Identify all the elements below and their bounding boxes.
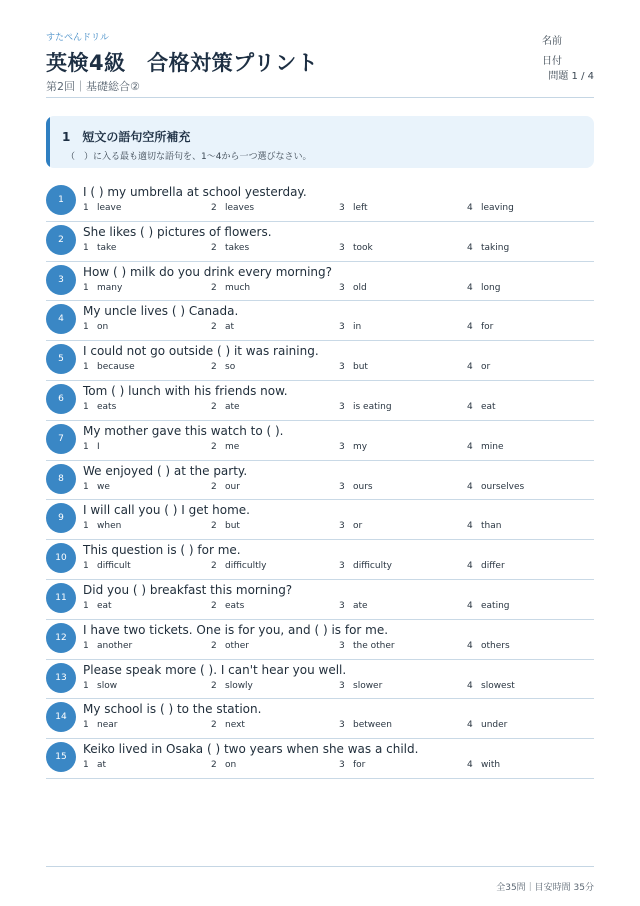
- option-text: but: [353, 362, 368, 373]
- answer-option[interactable]: [339, 720, 392, 730]
- option-text: me: [225, 441, 240, 452]
- option-text: eat: [97, 600, 112, 611]
- section-accent-bar: [46, 116, 50, 168]
- option-text: is eating: [353, 401, 392, 412]
- question-number-badge: 1: [46, 185, 76, 215]
- section-number: 1: [62, 130, 71, 144]
- question-number-badge: 14: [46, 702, 76, 732]
- question-text: How ( ) milk do you drink every morning?: [83, 264, 332, 279]
- option-number: 1: [83, 322, 89, 333]
- question-text: My uncle lives ( ) Canada.: [83, 304, 239, 319]
- answer-option[interactable]: [211, 322, 234, 332]
- answer-option[interactable]: [467, 521, 501, 531]
- option-number: 1: [83, 760, 89, 771]
- question-text: I have two tickets. One is for you, and ( ) is for me.: [83, 622, 389, 637]
- option-text: our: [225, 481, 240, 492]
- option-number: 4: [467, 282, 473, 293]
- option-number: 1: [83, 242, 89, 253]
- option-text: because: [97, 362, 135, 373]
- question-row: [46, 262, 594, 302]
- option-text: another: [97, 640, 133, 651]
- option-text: eat: [481, 401, 496, 412]
- option-number: 4: [467, 441, 473, 452]
- question-number-badge: 8: [46, 464, 76, 494]
- answer-option[interactable]: [467, 362, 490, 372]
- question-number-badge: 5: [46, 344, 76, 374]
- option-number: 4: [467, 680, 473, 691]
- option-number: 2: [211, 401, 217, 412]
- option-text: difficultly: [225, 561, 267, 572]
- answer-option[interactable]: [83, 720, 117, 730]
- option-text: with: [481, 760, 501, 771]
- question-row: [46, 301, 594, 341]
- answer-option[interactable]: [467, 203, 514, 213]
- option-number: 2: [211, 441, 217, 452]
- answer-option[interactable]: [211, 561, 266, 571]
- answer-option[interactable]: [211, 203, 254, 213]
- question-row: [46, 381, 594, 421]
- option-text: so: [225, 362, 236, 373]
- footer-summary: 全35問｜目安時間 35分: [496, 883, 594, 893]
- option-number: 2: [211, 362, 217, 373]
- option-text: slow: [97, 680, 118, 691]
- option-number: 3: [339, 521, 345, 532]
- answer-option[interactable]: [83, 442, 100, 452]
- option-number: 2: [211, 481, 217, 492]
- page-title: 英検4級 合格対策プリント: [46, 51, 319, 75]
- section-instruction: （ ）に入る最も適切な語句を、1〜4から一つ選びなさい。: [66, 152, 312, 162]
- option-text: slowly: [225, 680, 253, 691]
- question-row: [46, 421, 594, 461]
- option-text: near: [97, 720, 118, 731]
- option-text: leaving: [481, 203, 514, 213]
- answer-option[interactable]: [339, 760, 365, 770]
- answer-option[interactable]: [339, 322, 361, 332]
- footer-divider: [46, 866, 594, 867]
- answer-option[interactable]: [83, 322, 108, 332]
- option-number: 1: [83, 481, 89, 492]
- option-number: 3: [339, 282, 345, 293]
- option-text: or: [353, 521, 363, 532]
- question-number-badge: 11: [46, 583, 76, 613]
- answer-option[interactable]: [211, 720, 245, 730]
- answer-option[interactable]: [83, 641, 132, 651]
- question-row: [46, 580, 594, 620]
- option-number: 1: [83, 720, 89, 731]
- option-text: eating: [481, 600, 510, 611]
- option-number: 3: [339, 720, 345, 731]
- option-number: 3: [339, 481, 345, 492]
- answer-option[interactable]: [467, 482, 524, 492]
- question-row: [46, 739, 594, 779]
- option-number: 1: [83, 401, 89, 412]
- question-text: Keiko lived in Osaka ( ) two years when she was a child.: [83, 742, 419, 757]
- question-text: Did you ( ) breakfast this morning?: [83, 582, 293, 597]
- option-text: eats: [97, 401, 117, 412]
- page-indicator: 問題 1 / 4: [548, 71, 594, 82]
- answer-option[interactable]: [339, 402, 392, 412]
- option-text: others: [481, 640, 510, 651]
- option-text: than: [481, 521, 502, 532]
- option-number: 2: [211, 600, 217, 611]
- option-number: 4: [467, 760, 473, 771]
- question-number-badge: 12: [46, 623, 76, 653]
- answer-option[interactable]: [467, 243, 509, 253]
- question-row: [46, 341, 594, 381]
- option-text: taking: [481, 242, 510, 253]
- question-text: This question is ( ) for me.: [83, 543, 241, 558]
- question-text: I will call you ( ) I get home.: [83, 503, 250, 518]
- option-number: 4: [467, 242, 473, 253]
- option-text: leave: [97, 203, 122, 213]
- option-number: 3: [339, 561, 345, 572]
- answer-option[interactable]: [339, 442, 367, 452]
- answer-option[interactable]: [339, 203, 368, 213]
- option-number: 1: [83, 282, 89, 293]
- option-number: 2: [211, 720, 217, 731]
- answer-option[interactable]: [83, 521, 121, 531]
- answer-option[interactable]: [467, 641, 510, 651]
- option-number: 3: [339, 600, 345, 611]
- option-number: 3: [339, 441, 345, 452]
- section-title-text: 短文の語句空所補充: [82, 130, 191, 144]
- question-text: She likes ( ) pictures of flowers.: [83, 224, 272, 239]
- page-subtitle: 第2回｜基礎総合②: [46, 80, 140, 93]
- option-number: 3: [339, 242, 345, 253]
- answer-option[interactable]: [467, 322, 493, 332]
- option-number: 3: [339, 401, 345, 412]
- option-number: 4: [467, 481, 473, 492]
- answer-option[interactable]: [211, 442, 239, 452]
- option-text: take: [97, 242, 117, 253]
- option-text: at: [225, 322, 235, 333]
- answer-option[interactable]: [211, 760, 236, 770]
- answer-option[interactable]: [467, 442, 504, 452]
- answer-option[interactable]: [339, 641, 395, 651]
- answer-option[interactable]: [83, 760, 106, 770]
- option-number: 1: [83, 600, 89, 611]
- option-number: 2: [211, 322, 217, 333]
- name-field-label: 名前: [542, 36, 562, 47]
- answer-option[interactable]: [339, 283, 367, 293]
- option-text: slower: [353, 680, 383, 691]
- option-number: 4: [467, 521, 473, 532]
- option-text: difficult: [97, 561, 131, 572]
- option-number: 3: [339, 322, 345, 333]
- answer-option[interactable]: [339, 362, 368, 372]
- answer-option[interactable]: [83, 561, 131, 571]
- option-number: 2: [211, 561, 217, 572]
- option-number: 4: [467, 720, 473, 731]
- answer-option[interactable]: [211, 601, 244, 611]
- answer-option[interactable]: [339, 521, 362, 531]
- answer-option[interactable]: [211, 482, 240, 492]
- option-number: 1: [83, 362, 89, 373]
- option-text: for: [353, 760, 366, 771]
- answer-option[interactable]: [467, 561, 505, 571]
- option-text: ourselves: [481, 481, 525, 492]
- answer-option[interactable]: [83, 402, 116, 412]
- option-text: takes: [225, 242, 250, 253]
- option-number: 4: [467, 203, 473, 213]
- answer-option[interactable]: [339, 482, 373, 492]
- answer-option[interactable]: [339, 561, 392, 571]
- header-divider: [46, 97, 594, 98]
- option-number: 2: [211, 760, 217, 771]
- question-text: I ( ) my umbrella at school yesterday.: [83, 185, 307, 199]
- question-row: [46, 660, 594, 700]
- option-text: old: [353, 282, 367, 293]
- option-text: left: [353, 203, 368, 213]
- option-text: the other: [353, 640, 395, 651]
- option-text: long: [481, 282, 501, 293]
- option-number: 3: [339, 362, 345, 373]
- option-text: ate: [353, 600, 368, 611]
- date-field-label: 日付: [542, 56, 562, 67]
- option-text: but: [225, 521, 240, 532]
- question-number-badge: 13: [46, 663, 76, 693]
- option-text: when: [97, 521, 122, 532]
- answer-option[interactable]: [467, 402, 496, 412]
- question-number-badge: 4: [46, 304, 76, 334]
- option-number: 1: [83, 441, 89, 452]
- option-text: between: [353, 720, 392, 731]
- option-number: 2: [211, 640, 217, 651]
- option-text: my: [353, 441, 368, 452]
- option-number: 2: [211, 282, 217, 293]
- option-number: 4: [467, 362, 473, 373]
- option-number: 1: [83, 640, 89, 651]
- question-row: [46, 620, 594, 660]
- answer-option[interactable]: [83, 283, 122, 293]
- answer-option[interactable]: [83, 601, 112, 611]
- answer-option[interactable]: [211, 521, 240, 531]
- option-text: differ: [481, 561, 505, 572]
- answer-option[interactable]: [467, 601, 510, 611]
- option-number: 4: [467, 640, 473, 651]
- option-text: many: [97, 282, 123, 293]
- option-number: 2: [211, 521, 217, 532]
- question-row: [46, 222, 594, 262]
- question-text: Please speak more ( ). I can't hear you well.: [83, 662, 347, 677]
- answer-option[interactable]: [83, 362, 135, 372]
- option-text: ate: [225, 401, 240, 412]
- answer-option[interactable]: [467, 760, 500, 770]
- answer-option[interactable]: [339, 243, 373, 253]
- option-number: 1: [83, 680, 89, 691]
- option-text: difficulty: [353, 561, 392, 572]
- question-text: We enjoyed ( ) at the party.: [83, 463, 248, 478]
- question-number-badge: 3: [46, 265, 76, 295]
- question-text: My mother gave this watch to ( ).: [83, 423, 284, 438]
- option-number: 3: [339, 760, 345, 771]
- answer-option[interactable]: [467, 720, 507, 730]
- question-row: [46, 699, 594, 739]
- option-number: 4: [467, 561, 473, 572]
- option-number: 1: [83, 203, 89, 213]
- answer-option[interactable]: [211, 402, 240, 412]
- option-text: eats: [225, 600, 245, 611]
- answer-option[interactable]: [211, 283, 250, 293]
- question-text: I could not go outside ( ) it was raining.: [83, 344, 319, 359]
- question-number-badge: 9: [46, 503, 76, 533]
- brand-label: すたぺんドリル: [46, 33, 110, 43]
- question-number-badge: 15: [46, 742, 76, 772]
- option-text: slowest: [481, 680, 515, 691]
- question-number-badge: 2: [46, 225, 76, 255]
- answer-option[interactable]: [83, 243, 116, 253]
- option-number: 2: [211, 203, 217, 213]
- question-number-badge: 7: [46, 424, 76, 454]
- answer-option[interactable]: [211, 641, 249, 651]
- option-number: 4: [467, 600, 473, 611]
- option-text: under: [481, 720, 508, 731]
- question-text: Tom ( ) lunch with his friends now.: [83, 383, 288, 398]
- answer-option[interactable]: [467, 283, 500, 293]
- option-number: 1: [83, 521, 89, 532]
- option-text: for: [481, 322, 494, 333]
- option-number: 2: [211, 680, 217, 691]
- option-number: 3: [339, 203, 345, 213]
- option-number: 3: [339, 640, 345, 651]
- section-header: [46, 116, 594, 168]
- option-text: in: [353, 322, 362, 333]
- option-number: 4: [467, 401, 473, 412]
- option-text: on: [225, 760, 237, 771]
- option-text: took: [353, 242, 373, 253]
- answer-option[interactable]: [83, 482, 110, 492]
- answer-option[interactable]: [211, 243, 249, 253]
- option-number: 2: [211, 242, 217, 253]
- question-number-badge: 6: [46, 384, 76, 414]
- option-text: we: [97, 481, 110, 492]
- option-text: or: [481, 362, 491, 373]
- option-text: on: [97, 322, 109, 333]
- question-number-badge: 10: [46, 543, 76, 573]
- option-number: 3: [339, 680, 345, 691]
- answer-option[interactable]: [339, 601, 368, 611]
- answer-option[interactable]: [211, 362, 235, 372]
- option-text: other: [225, 640, 249, 651]
- option-text: leaves: [225, 203, 255, 213]
- answer-option[interactable]: [339, 681, 382, 691]
- question-row: [46, 500, 594, 540]
- answer-option[interactable]: [83, 203, 121, 213]
- answer-option[interactable]: [83, 681, 117, 691]
- option-text: ours: [353, 481, 373, 492]
- section-title: [62, 128, 190, 145]
- question-row: [46, 461, 594, 501]
- option-text: I: [97, 441, 100, 452]
- question-row: [46, 182, 594, 222]
- question-list: [46, 182, 594, 779]
- answer-option[interactable]: [211, 681, 253, 691]
- option-text: at: [97, 760, 107, 771]
- question-row: [46, 540, 594, 580]
- answer-option[interactable]: [467, 681, 515, 691]
- option-number: 1: [83, 561, 89, 572]
- question-text: My school is ( ) to the station.: [83, 702, 262, 717]
- option-number: 4: [467, 322, 473, 333]
- option-text: mine: [481, 441, 504, 452]
- option-text: much: [225, 282, 251, 293]
- option-text: next: [225, 720, 245, 731]
